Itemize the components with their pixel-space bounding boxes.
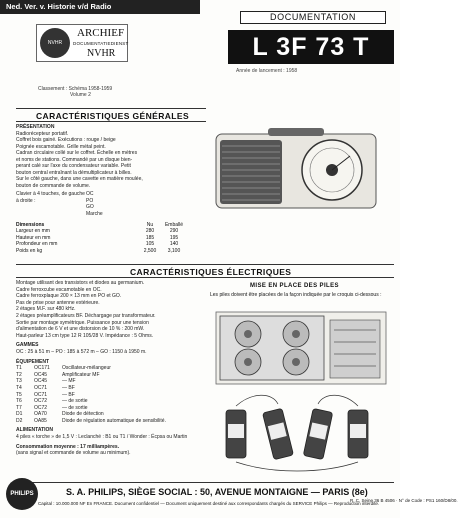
spec-line: Cadre ferroxplaque 200 × 13 mm en PO et GO. <box>16 293 122 300</box>
tube-type: OC71 <box>34 384 48 391</box>
divider <box>16 264 394 265</box>
classement-line: Volume 2 <box>70 92 91 98</box>
spec-line: et noms de stations. Commandé par un disque bien- <box>16 156 133 163</box>
cell-value: 185 <box>145 234 155 241</box>
model-number: L 3F 73 T <box>228 30 394 64</box>
battery-title: MISE EN PLACE DES PILES <box>250 283 339 289</box>
spec-line: Poignée escamotable. Grille métal peint. <box>16 143 106 150</box>
list-item <box>16 405 204 412</box>
tube-role: — BF <box>62 384 75 391</box>
archive-stamp <box>36 24 128 62</box>
tube-type: OA70 <box>34 411 47 418</box>
spec-line: d'alimentation de 6 V et une distorsion de 10 % : 200 mW. <box>16 326 145 333</box>
list-item <box>16 398 204 405</box>
tube-type: OC45 <box>34 371 48 378</box>
cell-value: 2,500 <box>143 247 157 254</box>
spec-line: Sur le côté gauche, dans une cavette en matière moulée, <box>16 176 143 182</box>
list-item <box>16 418 204 425</box>
electrical-specs <box>16 280 204 457</box>
tube-ref: T2 <box>16 371 22 378</box>
dimensions-heading: Dimensions <box>16 222 45 228</box>
dimensions-table <box>16 222 186 254</box>
alimentation-heading: ALIMENTATION <box>16 427 54 434</box>
tube-ref: T7 <box>16 404 22 411</box>
list-item <box>16 372 204 379</box>
tube-type: OA85 <box>34 417 47 424</box>
cell-value: 140 <box>169 241 179 248</box>
gammes-line: OC : 25 à 51 m – PO : 185 à 572 m – GO : 1150 à 1950 m. <box>16 348 147 355</box>
tube-role: — MF <box>62 378 76 385</box>
divider <box>16 108 206 109</box>
stamp-title: ARCHIEF <box>77 27 125 39</box>
gammes-heading: GAMMES <box>16 342 39 349</box>
row-label: Profondeur en mm <box>16 241 58 248</box>
consumption-note: (sans signal et commande de volume au minimum). <box>16 450 131 457</box>
tube-type: OC72 <box>34 398 48 405</box>
footer-legal: Capital : 10.000.000 NF En FRANCE. Document confidentiel — Document uniquement destiné aux correspondants chargés du SERVICE Philips — Reproduction interdite. <box>38 501 380 506</box>
spec-line: bouton de commande de volume. <box>16 182 91 189</box>
footer-address: S. A. PHILIPS, SIÈGE SOCIAL : 50, AVENUE MONTAIGNE — PARIS (8e) <box>66 487 368 497</box>
cell-value: 195 <box>169 234 179 241</box>
list-item <box>16 385 204 392</box>
radio-photo <box>208 128 384 213</box>
tube-role: Diode de régulation automatique de sensibilité. <box>62 417 166 424</box>
battery-placement-figure <box>212 306 390 476</box>
spec-line: Haut-parleur 13 cm type 12 R 105/28 V. Impédance : 5 Ohms. <box>16 332 154 339</box>
cell-value: 105 <box>145 241 155 248</box>
equipment-heading: ÉQUIPEMENT <box>16 358 50 365</box>
tube-role: Oscillateur-mélangeur <box>62 365 111 372</box>
row-label: Poids en kg <box>16 247 43 254</box>
general-title: CARACTÉRISTIQUES GÉNÉRALES <box>36 111 190 121</box>
keys-label: Clavier à 4 touches, de gauche à droite : <box>16 191 85 204</box>
spec-line: Montage utilisant des transistors et diodes au germanium. <box>16 280 145 286</box>
spec-line: perant calé sur l'axe du condensateur variable. Petit <box>16 163 131 169</box>
spec-line: Pas de prise pour antenne extérieure. <box>16 299 100 306</box>
tube-ref: T6 <box>16 398 22 405</box>
col-header: Emballé <box>164 222 184 228</box>
spec-line: Radiorécepteur portatif. <box>16 130 69 137</box>
spec-line: Sortie par montage symétrique. Puissance pour une tension <box>16 319 149 326</box>
philips-logo-icon: PHILIPS <box>6 478 38 510</box>
tube-ref: T5 <box>16 391 22 398</box>
tube-type: OC45 <box>34 378 48 385</box>
tube-ref: T3 <box>16 378 22 385</box>
spec-line: Coffret bois gainé. Exécutions : rouge / beige <box>16 137 116 143</box>
presentation-heading: PRÉSENTATION <box>16 124 55 130</box>
cell-value: 280 <box>145 228 155 235</box>
year-note: Année de lancement : 1958 <box>236 68 298 74</box>
cell-value: 290 <box>169 228 179 235</box>
cell-value: 3,100 <box>167 247 181 254</box>
divider <box>16 482 394 483</box>
spec-line: bouton central entraînant la démultiplicateur à billes. <box>16 169 132 176</box>
keys-row <box>16 191 196 217</box>
tube-ref: T4 <box>16 384 22 391</box>
tube-role: Amplificateur MF <box>62 371 100 378</box>
tube-type: OC71 <box>34 391 48 398</box>
list-item <box>16 392 204 399</box>
row-label: Hauteur en mm <box>16 234 51 241</box>
tube-type: OC171 <box>34 365 50 372</box>
list-item <box>16 411 204 418</box>
classement <box>38 86 112 98</box>
archive-banner: Ned. Ver. v. Historie v/d Radio <box>0 0 200 14</box>
classement-line: Classement : Schéma 1958-1959 <box>38 86 113 92</box>
documentation-label: DOCUMENTATION <box>240 11 386 24</box>
tube-role: — de sortie <box>62 404 88 411</box>
stamp-org: NVHR <box>87 48 116 59</box>
spec-line: 2 étages M.F. sur 480 kHz. <box>16 306 76 313</box>
tube-ref: T1 <box>16 365 22 372</box>
spec-line: Cadre ferroxcube escamotable en OC. <box>16 286 102 293</box>
tube-role: — BF <box>62 391 75 398</box>
key-item: PO <box>86 197 94 204</box>
nvhr-logo-icon: NVHR <box>40 28 70 58</box>
key-item: GO <box>86 204 94 210</box>
electrical-title: CARACTÉRISTIQUES ÉLECTRIQUES <box>130 267 292 277</box>
keys-list <box>86 191 103 217</box>
tube-ref: D2 <box>16 417 23 424</box>
spec-line: Cadran circulaire collé sur le coffret. Échelle en mètres <box>16 150 138 156</box>
divider <box>16 121 206 122</box>
key-item: OC <box>86 191 94 197</box>
spec-line: 2 étages préamplificateurs BF. Déchargage par transformateur. <box>16 312 156 319</box>
stamp-subtitle: DOCUMENTATIEDIENST <box>73 41 129 46</box>
footer-code: R. C. Seine 36 B 4506 · N° de Code : PS1 160/D8/00. <box>350 498 458 503</box>
tube-ref: D1 <box>16 411 23 418</box>
list-item <box>16 378 204 385</box>
battery-note: Les piles doivent être placées de la façon indiquée par le croquis ci-dessous : <box>210 292 382 298</box>
col-header: Nu <box>146 222 154 228</box>
general-specs <box>16 123 196 217</box>
tube-role: Diode de détection <box>62 411 104 418</box>
tube-type: OC72 <box>34 404 48 411</box>
row-label: Largeur en mm <box>16 228 50 235</box>
alimentation-line: 4 piles « torche » de 1,5 V : Leclanché : B1 ou T1 / Wonder : Écpsa ou Martin <box>16 434 188 441</box>
tube-role: — de sortie <box>62 398 88 405</box>
list-item <box>16 365 204 372</box>
consumption-line: Consommation moyenne : 17 milliampères. <box>16 443 120 450</box>
key-item: Marche <box>86 210 103 217</box>
divider <box>16 277 394 278</box>
table-row <box>16 248 186 254</box>
